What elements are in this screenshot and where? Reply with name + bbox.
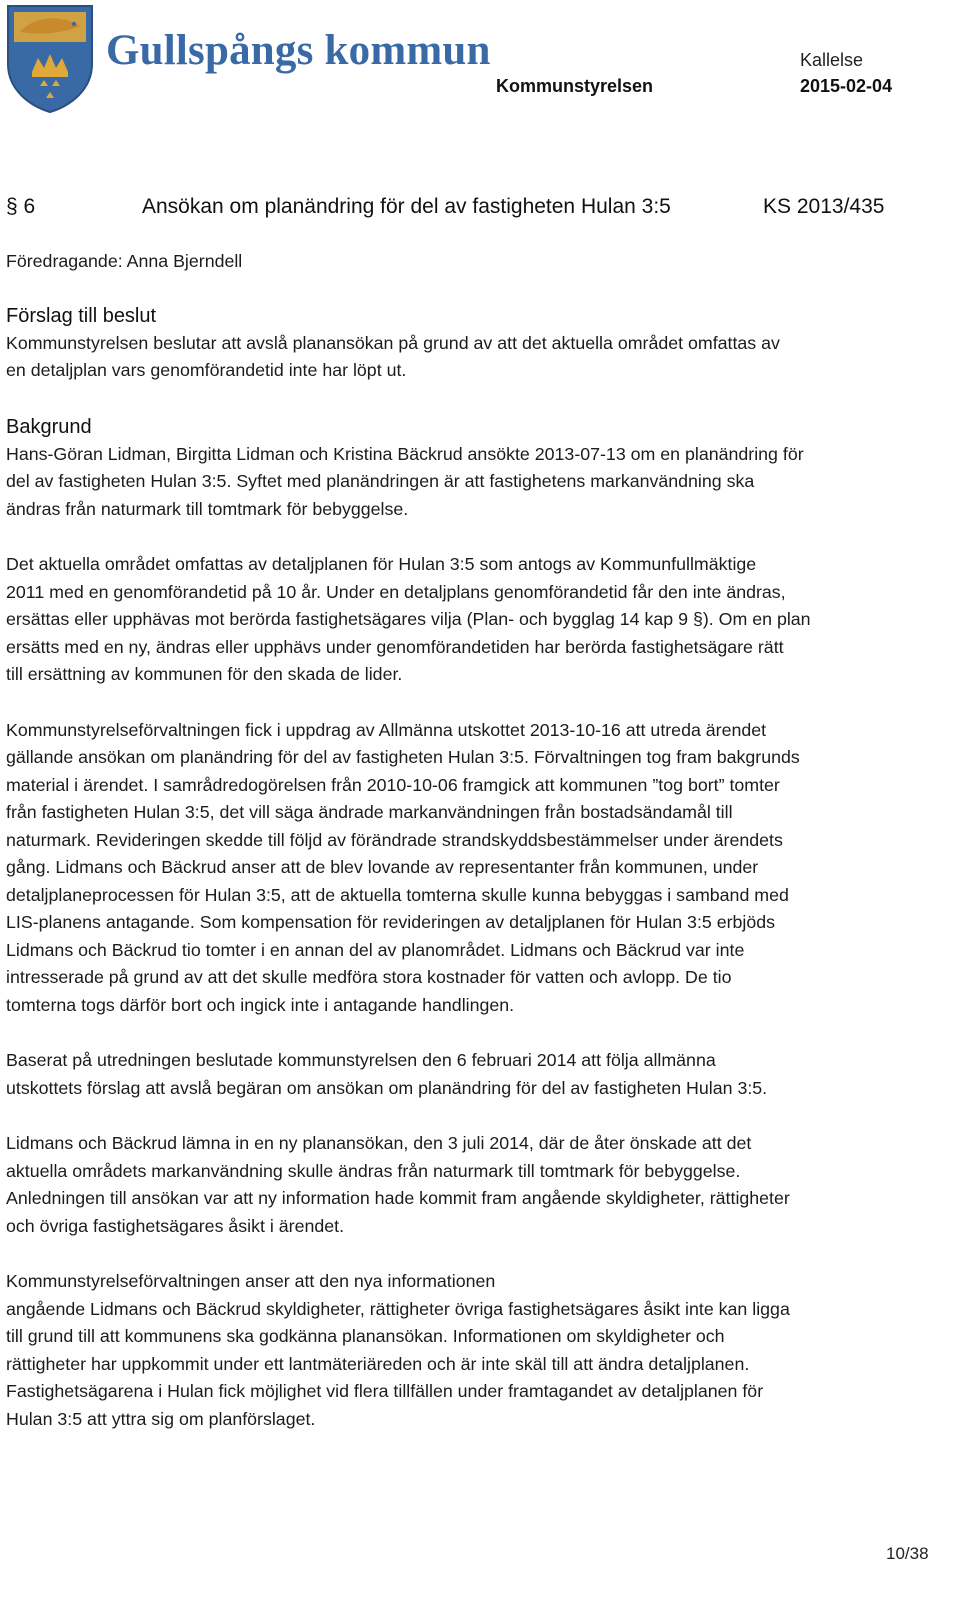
municipality-crest-icon: [4, 2, 96, 114]
background-paragraph-3: Kommunstyrelseförvaltningen fick i uppdrag av Allmänna utskottet 2013-10-16 att utreda ärendet gällande ansökan om planändring för del av fastigheten Hulan 3:5. Förvaltningen tog fram bakgrunds material i ärendet. I samrådredogörelsen från 2010-10-06 framgick att kommunen ”tog bort” tomter från fastigheten Hulan 3:5, det vill säga ändrade markanvändningen från bostadsändamål till naturmark. Revideringen skedde till följd av förändrade strandskyddsbestämmelser under ärendets gång. Lidmans och Bäckrud anser att de blev lovande av representanter från kommunen, under detaljplaneprocessen för Hulan 3:5, att de aktuella tomterna skulle kunna bebyggas i samband med LIS-planens antagande. Som kompensation för revideringen av detaljplanen för Hulan 3:5 erbjöds Lidmans och Bäckrud tio tomter i en annan del av planområdet. Lidmans och Bäckrud var inte intresserade på grund av att det skulle medföra stora kostnader för vatten och avlopp. De tio tomterna togs därför bort och ingick inte i antagande handlingen.: [6, 719, 800, 1015]
committee-name: Kommunstyrelsen: [496, 76, 654, 96]
item-number: § 6: [6, 195, 36, 218]
background-paragraph-4: Baserat på utredningen beslutade kommunstyrelsen den 6 februari 2014 att följa allmänna utskottets förslag att avslå begäran om ansökan om planändring för del av fastigheten Hulan 3:5.: [6, 1050, 768, 1098]
presenter: Föredragande: Anna Bjerndell: [6, 251, 243, 271]
municipality-name: Gullspångs kommun: [106, 27, 491, 74]
background-paragraph-2: Det aktuella området omfattas av detaljplanen för Hulan 3:5 som antogs av Kommunfullmäktige 2011 med en genomförandetid på 10 år. Under en detaljplans genomförandetid får den inte ändras, ersättas eller upphävas mot berörda fastighetsägares vilja (Plan- och bygglag 14 kap 9 §). Om en plan ersätts med en ny, ändras eller upphävs under genomförandetiden har berörda fastighetsägare rätt till ersättning av kommunen för den skada de lider.: [6, 554, 811, 684]
document-date: 2015-02-04: [800, 76, 893, 96]
page-number: 10/38: [886, 1544, 929, 1563]
background-paragraph-6: Kommunstyrelseförvaltningen anser att den nya informationen angående Lidmans och Bäckrud skyldigheter, rättigheter övriga fastighetsägares åsikt inte kan ligga till grund till att kommunens ska godkänna planansökan. Informationen om skyldigheter och rättigheter har uppkommit under ett lantmäteriäreden och är inte skäl till att ändra detaljplanen. Fastighetsägarena i Hulan fick möjlighet vid flera tillfällen under framtagandet av detaljplanen för Hulan 3:5 att yttra sig om planförslaget.: [6, 1271, 790, 1429]
background-heading: Bakgrund: [6, 415, 92, 438]
background-paragraph-1: Hans-Göran Lidman, Birgitta Lidman och Kristina Bäckrud ansökte 2013-07-13 om en planändring för del av fastigheten Hulan 3:5. Syftet med planändringen är att fastighetens markanvändning ska ändras från naturmark till tomtmark för bebyggelse.: [6, 443, 804, 519]
proposal-text: Kommunstyrelsen beslutar att avslå planansökan på grund av att det aktuella området omfattas av en detaljplan vars genomförandetid inte har löpt ut.: [6, 332, 780, 380]
agenda-item-heading: [0, 195, 960, 225]
page-header: [0, 0, 960, 120]
document-type: Kallelse: [800, 50, 864, 70]
proposal-heading: Förslag till beslut: [6, 304, 157, 327]
document-body: [6, 248, 941, 1433]
item-title: Ansökan om planändring för del av fastigheten Hulan 3:5: [142, 195, 671, 218]
background-paragraph-5: Lidmans och Bäckrud lämna in en ny planansökan, den 3 juli 2014, där de åter önskade att det aktuella områdets markanvändning skulle ändras från naturmark till tomtmark för bebyggelse. Anledningen till ansökan var att ny information hade kommit fram angående skyldigheter, rättigheter och övriga fastighetsägares åsikt i ärendet.: [6, 1133, 790, 1236]
case-reference: KS 2013/435: [763, 195, 885, 218]
